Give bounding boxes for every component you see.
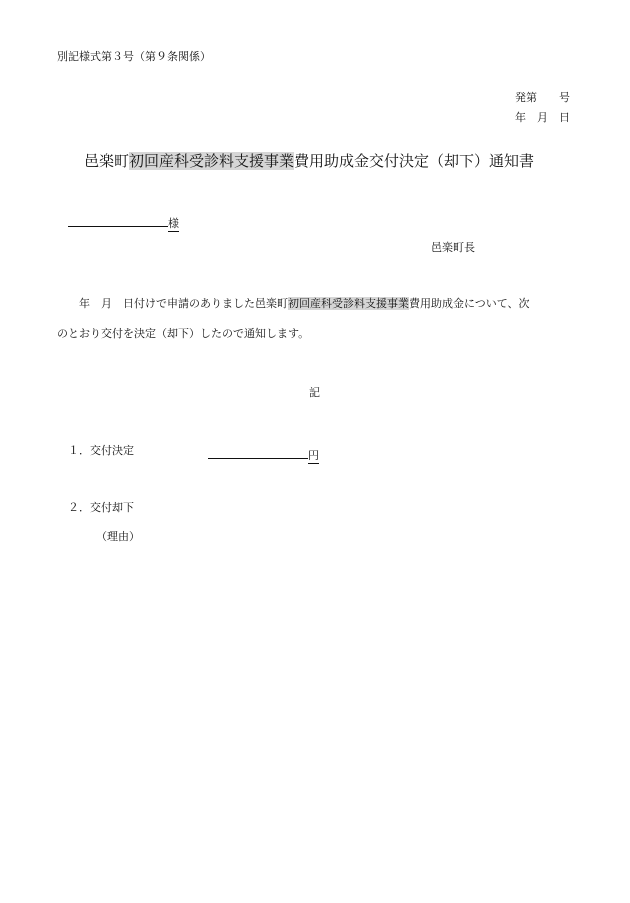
- issue-date-year: 年: [515, 111, 526, 124]
- paragraph-program-highlight: 初回産科受診料支援事業: [288, 297, 409, 310]
- page-title: [84, 151, 534, 171]
- amount-unit: 円: [308, 449, 319, 462]
- issue-number-suffix: 号: [559, 91, 570, 104]
- issuer: 邑楽町長: [431, 241, 475, 254]
- paragraph-month: 月: [101, 297, 112, 310]
- paragraph-line1-b: 費用助成金について、次: [409, 297, 530, 310]
- recipient-honorific: 様: [168, 217, 179, 230]
- paragraph-line1-a: 日付けで申請のありました邑楽町: [123, 297, 288, 310]
- item-2-reason: （理由）: [96, 530, 140, 543]
- issue-number-prefix: 発第: [515, 91, 537, 104]
- paragraph-year: 年: [79, 297, 90, 310]
- issue-date-month: 月: [537, 111, 548, 124]
- title-town: 邑楽町: [84, 152, 130, 170]
- amount-blank: [208, 444, 308, 459]
- title-program-highlight: 初回産科受診料支援事業: [129, 152, 295, 170]
- paragraph-line-1: [79, 297, 530, 311]
- title-rest: 費用助成金交付決定（却下）通知書: [294, 152, 535, 170]
- item-1-amount: [208, 444, 319, 464]
- recipient-name-blank: [68, 212, 168, 227]
- issue-number: [515, 91, 570, 105]
- issue-date-day: 日: [559, 111, 570, 124]
- form-label: 別記様式第３号（第９条関係）: [57, 50, 211, 63]
- issue-date: [515, 111, 570, 125]
- item-2-label: ２．交付却下: [68, 501, 134, 514]
- item-1-label: １．交付決定: [68, 444, 134, 457]
- recipient-line: [68, 212, 179, 232]
- paragraph-line-2: のとおり交付を決定（却下）したので通知します。: [57, 327, 310, 340]
- ki-heading: 記: [309, 386, 320, 399]
